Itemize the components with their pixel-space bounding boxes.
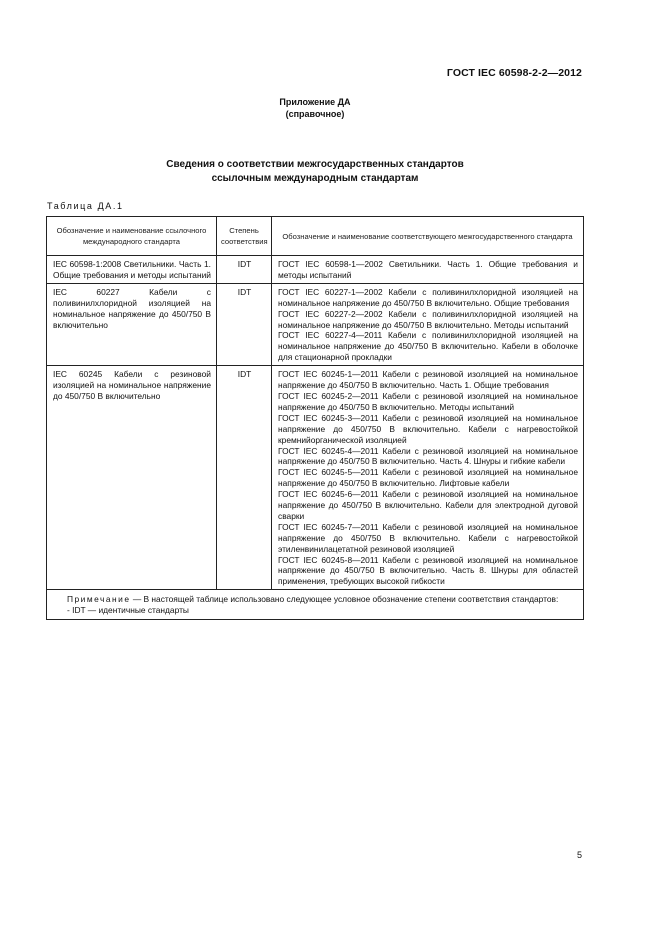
gost-standard-cell: ГОСТ IEC 60227-1—2002 Кабели с поливинилхлоридной изоляцией на номинальное напряжение до 450/750 В включительно. Общие требования ГОСТ IEC 60227-2—2002 Кабели с поливинилхлоридной изоляцией на номинальное напряжение до 450/750 В включительно. Методы испытаний ГОСТ IEC 60227-4—2011 Кабели с поливинилхлоридной изоляцией на номинальное напряжение до 450/750 В включительно. Кабели в оболочке для стационарной прокладки	[272, 283, 584, 365]
table-header-row	[47, 217, 584, 256]
table-label: Таблица ДА.1	[47, 201, 124, 211]
section-title-line1: Сведения о соответствии межгосударственных стандартов	[166, 159, 464, 170]
section-title-line2: ссылочным международным стандартам	[211, 173, 419, 184]
table-row	[47, 256, 584, 284]
table-note	[47, 590, 584, 620]
annex-heading	[0, 96, 630, 120]
page-number: 5	[576, 850, 582, 860]
annex-subtitle: (справочное)	[285, 109, 345, 119]
note-text: — В настоящей таблице использовано следующее условное обозначение степени соответствия стандартов:	[132, 594, 559, 605]
intl-standard-cell: IEC 60598-1:2008 Светильники. Часть 1. Общие требования и методы испытаний	[47, 256, 217, 284]
table-row	[47, 366, 584, 590]
table-note-row	[47, 590, 584, 620]
degree-cell: IDT	[217, 256, 272, 284]
annex-title: Приложение ДА	[279, 97, 351, 107]
note-label: Примечание	[67, 594, 131, 605]
intl-standard-cell: IEC 60245 Кабели с резиновой изоляцией на номинальное напряжение до 450/750 В включительно	[47, 366, 217, 590]
header-degree: Степень соответствия	[217, 217, 272, 256]
gost-standard-cell: ГОСТ IEC 60598-1—2002 Светильники. Часть 1. Общие требования и методы испытаний	[272, 256, 584, 284]
table-row	[47, 283, 584, 365]
degree-cell: IDT	[217, 283, 272, 365]
gost-standard-cell: ГОСТ IEC 60245-1—2011 Кабели с резиновой изоляцией на номинальное напряжение до 450/750 В включительно. Часть 1. Общие требования ГОСТ IEC 60245-2—2011 Кабели с резиновой изоляцией на номинальное напряжение до 450/750 В включительно. Методы испытаний ГОСТ IEC 60245-3—2011 Кабели с резиновой изоляцией на номинальное напряжение до 450/750 В включительно. Кабели с нагревостойкой кремнийорганической изоляцией ГОСТ IEC 60245-4—2011 Кабели с резиновой изоляцией на номинальное напряжение до 450/750 В включительно. Часть 4. Шнуры и гибкие кабели ГОСТ IEC 60245-5—2011 Кабели с резиновой изоляцией на номинальное напряжение до 450/750 В включительно. Лифтовые кабели ГОСТ IEC 60245-6—2011 Кабели с резиновой изоляцией на номинальное напряжение до 450/750 В включительно. Кабели для электродной дуговой сварки ГОСТ IEC 60245-7—2011 Кабели с резиновой изоляцией на номинальное напряжение до 450/750 В включительно. Кабели с нагревостойкой этиленвинилацетатной резиновой изоляцией ГОСТ IEC 60245-8—2011 Кабели с резиновой изоляцией на номинальное напряжение до 450/750 В включительно. Часть 8. Шнуры для областей применения, требующих высокой гибкости	[272, 366, 584, 590]
note-item: - IDT — идентичные стандарты	[67, 605, 189, 616]
header-gost-standard: Обозначение и наименование соответствующего межгосударственного стандарта	[272, 217, 584, 256]
note-paragraph	[55, 594, 577, 605]
intl-standard-cell: IEC 60227 Кабели с поливинилхлоридной изоляцией на номинальное напряжение до 450/750 В включительно	[47, 283, 217, 365]
header-intl-standard: Обозначение и наименование ссылочного международного стандарта	[47, 217, 217, 256]
correspondence-table	[46, 216, 584, 620]
degree-cell: IDT	[217, 366, 272, 590]
document-id: ГОСТ IEC 60598-2-2—2012	[446, 67, 582, 79]
section-title	[0, 158, 630, 186]
